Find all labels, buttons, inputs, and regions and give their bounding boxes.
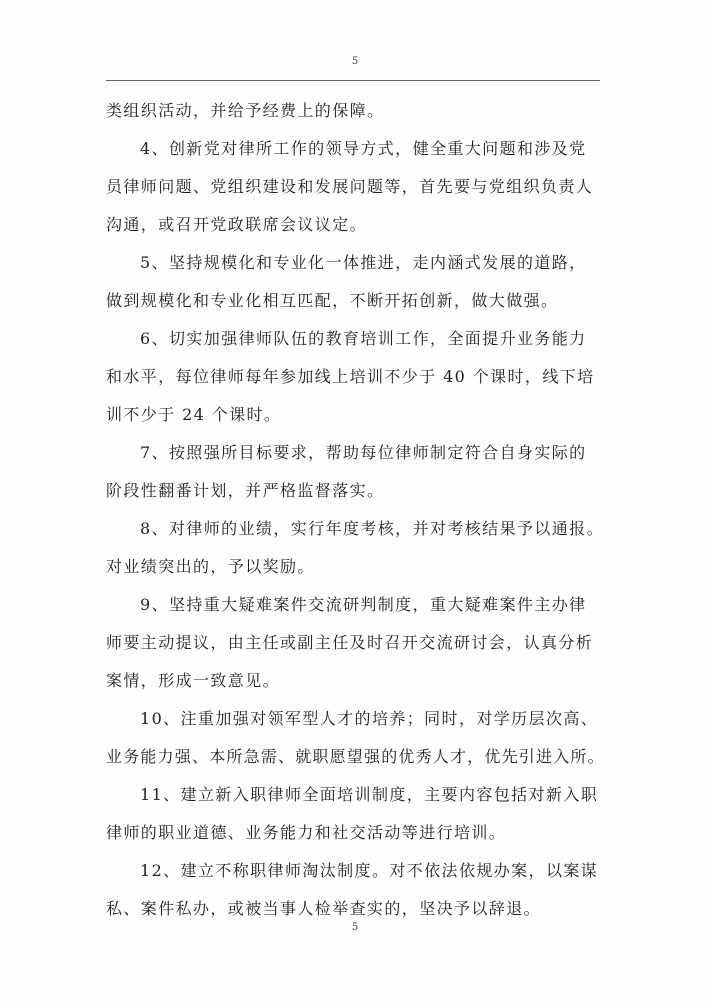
text-line-22: 私、案件私办，或被当事人检举查实的，坚决予以辞退。 (106, 899, 542, 918)
text-line-18: 业务能力强、本所急需、就职愿望强的优秀人才，优先引进入所。 (106, 747, 605, 766)
text-line-20: 律师的职业道德、业务能力和社交活动等进行培训。 (106, 823, 507, 842)
text-line-8: 和水平，每位律师每年参加线上培训不少于 40 个课时，线下培 (106, 367, 595, 386)
text-line-21: 12、建立不称职律师淘汰制度。对不依法依规办案，以案谋 (140, 861, 599, 880)
text-line-10: 7、按照强所目标要求，帮助每位律师制定符合自身实际的 (140, 443, 587, 462)
text-line-14: 9、坚持重大疑难案件交流研判制度，重大疑难案件主办律 (140, 595, 587, 614)
header-rule (106, 80, 600, 81)
text-line-2: 4、创新党对律所工作的领导方式，健全重大问题和涉及党 (140, 139, 587, 158)
text-line-12: 8、对律师的业绩，实行年度考核，并对考核结果予以通报。 (140, 519, 604, 538)
text-line-6: 做到规模化和专业化相互匹配，不断开拓创新，做大做强。 (106, 291, 559, 310)
text-line-4: 沟通，或召开党政联席会议议定。 (106, 215, 368, 234)
header-page-number: 5 (351, 56, 359, 67)
text-line-15: 师要主动提议，由主任或副主任及时召开交流研讨会，认真分析 (106, 633, 594, 652)
text-line-16: 案情，形成一致意见。 (106, 671, 281, 690)
text-line-7: 6、切实加强律师队伍的教育培训工作，全面提升业务能力 (140, 329, 587, 348)
text-line-13: 对业绩突出的，予以奖励。 (106, 557, 315, 576)
text-line-11: 阶段性翻番计划，并严格监督落实。 (106, 481, 385, 500)
text-line-3: 员律师问题、党组织建设和发展问题等，首先要与党组织负责人 (106, 177, 594, 196)
footer-page-number: 5 (351, 922, 359, 933)
text-line-1: 类组织活动，并给予经费上的保障。 (106, 101, 385, 120)
text-line-5: 5、坚持规模化和专业化一体推进，走内涵式发展的道路， (140, 253, 587, 272)
text-line-9: 训不少于 24 个课时。 (106, 405, 282, 424)
text-line-19: 11、建立新入职律师全面培训制度，主要内容包括对新入职 (140, 785, 599, 804)
body-text (106, 92, 608, 928)
text-line-17: 10、注重加强对领军型人才的培养；同时，对学历层次高、 (140, 709, 599, 728)
